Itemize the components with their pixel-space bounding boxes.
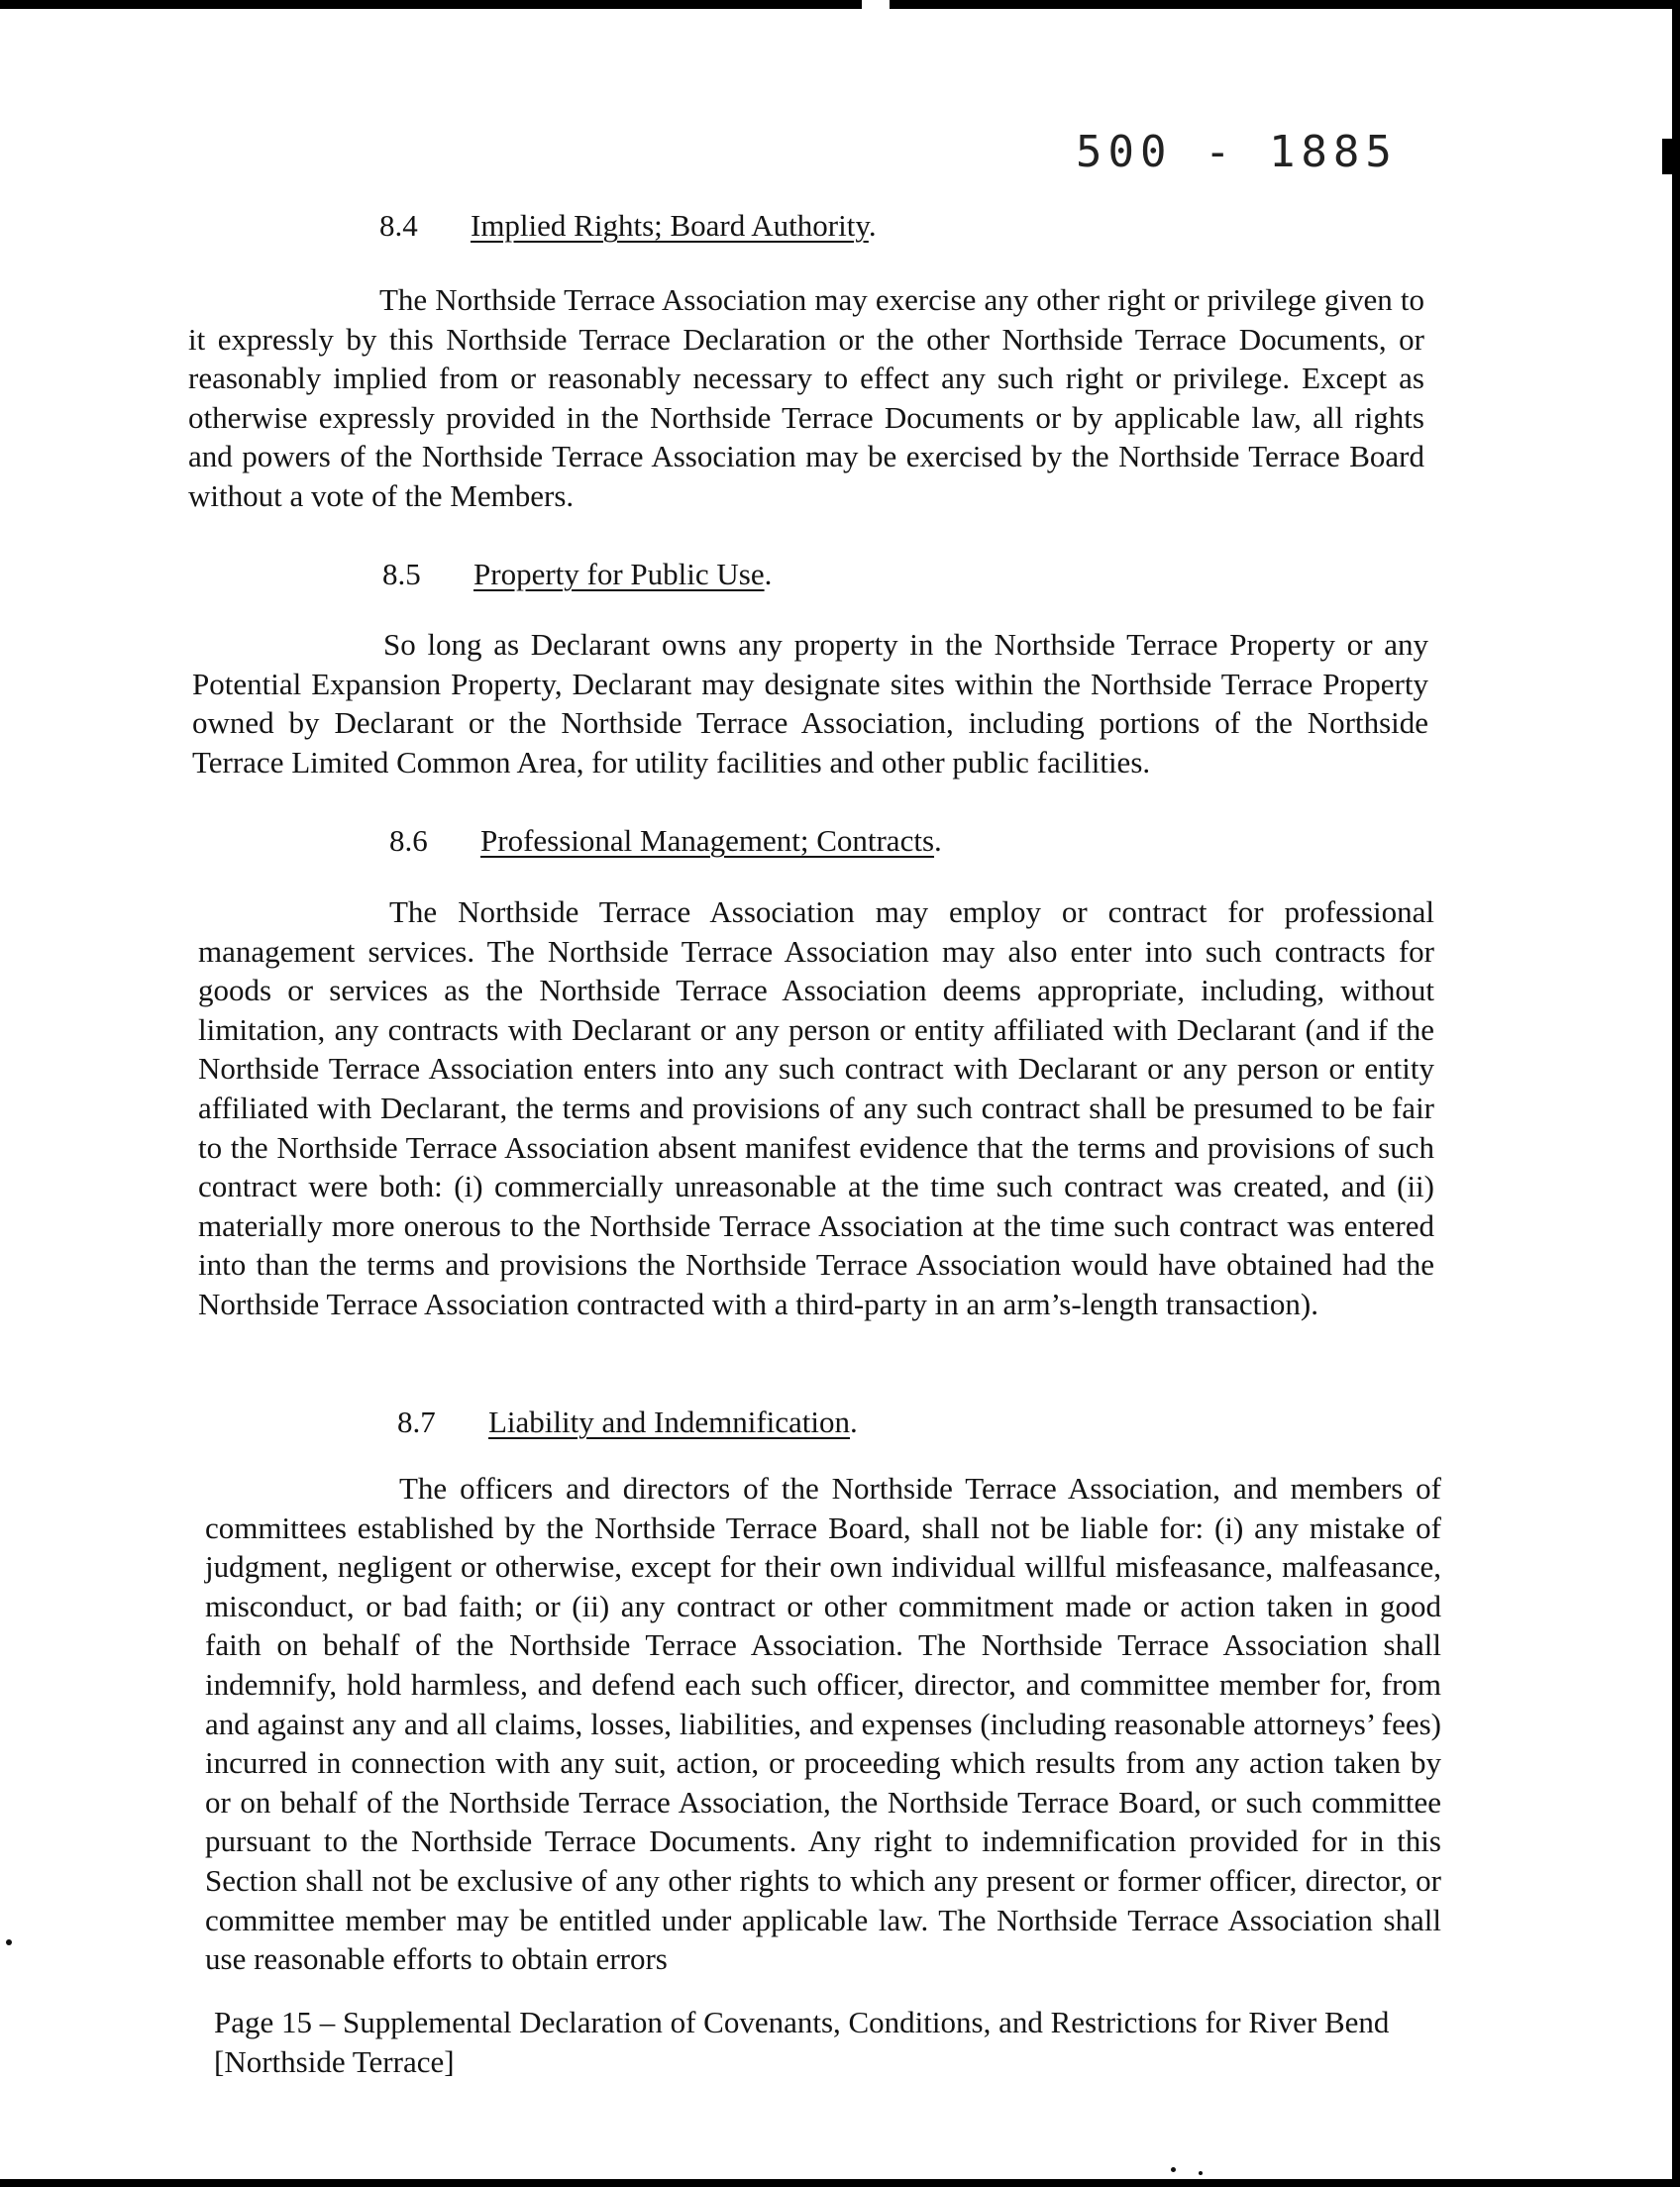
section-body: The Northside Terrace Association may exercise any other right or privilege given to it expressly by this Northside Terrace Declaration or the other Northside Terrace Documents, or reasonably implied from or reasonably necessary to effect any such right or privilege. Except as otherwise expressly provided in the Northside Terrace Documents or by applicable law, all rights and powers of the Northside Terrace Association may be exercised by the Northside Terrace Board without a vote of the Members. xyxy=(188,282,1424,513)
section-heading: 8.6 Professional Management; Contracts. xyxy=(389,821,942,861)
scan-border-gap xyxy=(862,0,890,9)
scan-border-top xyxy=(0,0,1680,9)
scan-border-bottom xyxy=(0,2179,1680,2187)
section-title: Implied Rights; Board Authority xyxy=(471,208,869,243)
section-number: 8.7 xyxy=(397,1405,436,1439)
footer-line: Page 15 – Supplemental Declaration of Covenants, Conditions, and Restrictions for River Bend xyxy=(214,2005,1390,2039)
footer-line: [Northside Terrace] xyxy=(214,2043,455,2079)
section-body: So long as Declarant owns any property in the Northside Terrace Property or any Potential Expansion Property, Declarant may designate sites within the Northside Terrace Property owned by Declarant or the Northside Terrace Association, including portions of the Northside Terrace Limited Common Area, for utility facilities and other public facilities. xyxy=(192,627,1428,780)
section-title: Property for Public Use xyxy=(473,557,765,591)
section-title: Liability and Indemnification xyxy=(488,1405,851,1439)
section-number: 8.6 xyxy=(389,823,428,858)
section-body: The Northside Terrace Association may employ or contract for professional management services. The Northside Terrace Association may also enter into such contracts for goods or services as the Northside Terrace Association deems appropriate, including, without limitation, any contracts with Declarant or any person or entity affiliated with Declarant (and if the Northside Terrace Association enters into any such contract with Declarant or any person or entity affiliated with Declarant, the terms and provisions of any such contract shall be presumed to be fair to the Northside Terrace Association absent manifest evidence that the terms and provisions of such contract were both: (i) commercially unreasonable at the time such contract was created, and (ii) materially more onerous to the Northside Terrace Association at the time such contract was entered into than the terms and provisions the Northside Terrace Association would have obtained had the Northside Terrace Association contracted with a third-party in an arm’s-length transaction). xyxy=(198,894,1434,1321)
page-footer xyxy=(214,2003,1452,2081)
scan-border-right xyxy=(1672,0,1680,2187)
page-number-stamp: 500 - 1885 xyxy=(1076,127,1398,177)
section-title: Professional Management; Contracts xyxy=(480,823,935,858)
scan-mark xyxy=(1662,139,1672,174)
section-body: The officers and directors of the Northside Terrace Association, and members of committees established by the Northside Terrace Board, shall not be liable for: (i) any mistake of judgment, negligent or otherwise, except for their own individual willful misfeasance, malfeasance, misconduct, or bad faith; or (ii) any contract or other commitment made or action taken in good faith on behalf of the Northside Terrace Association. The Northside Terrace Association shall indemnify, hold harmless, and defend each such officer, director, and committee member for, from and against any and all claims, losses, liabilities, and expenses (including reasonable attorneys’ fees) incurred in connection with any suit, action, or proceeding which results from any action taken by or on behalf of the Northside Terrace Association, the Northside Terrace Board, or such committee pursuant to the Northside Terrace Documents. Any right to indemnification provided for in this Section shall not be exclusive of any other rights to which any present or former officer, director, or committee member may be entitled under applicable law. The Northside Terrace Association shall use reasonable efforts to obtain errors xyxy=(205,1471,1441,1977)
section-heading: 8.5 Property for Public Use. xyxy=(382,555,772,594)
section-number: 8.4 xyxy=(379,208,418,243)
section-heading: 8.4 Implied Rights; Board Authority. xyxy=(379,206,877,246)
section-heading: 8.7 Liability and Indemnification. xyxy=(397,1403,858,1442)
scan-speck xyxy=(6,1939,12,1945)
section-number: 8.5 xyxy=(382,557,421,591)
scan-speck xyxy=(1171,2167,1176,2172)
scan-speck xyxy=(1199,2171,1203,2175)
